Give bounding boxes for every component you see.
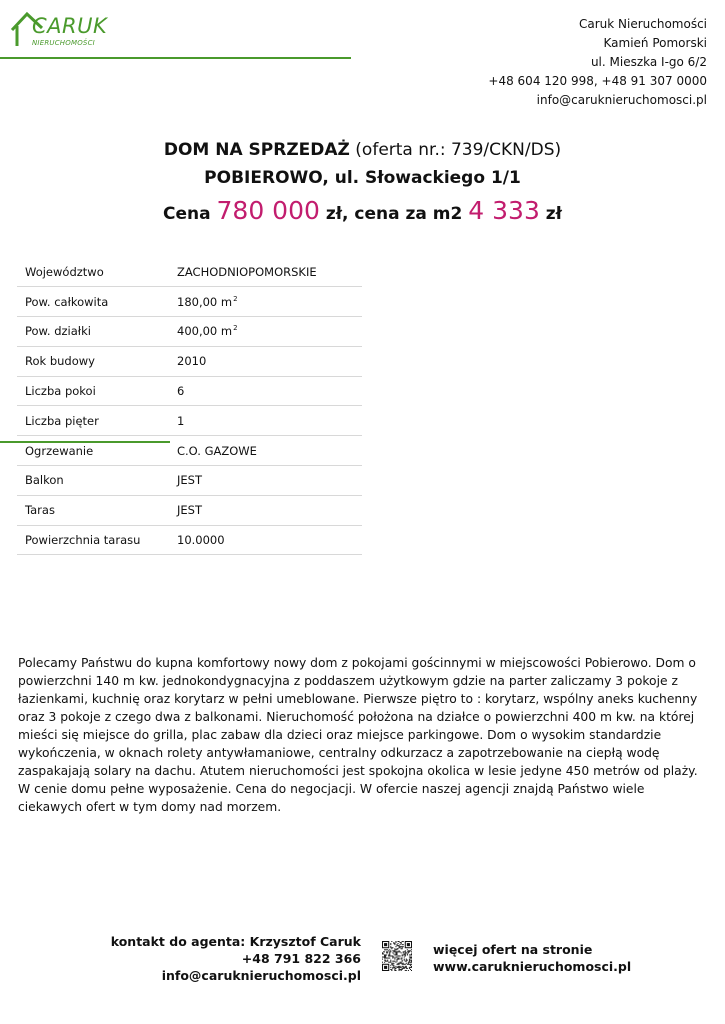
offer-title-line: [0, 138, 725, 162]
param-row: [17, 495, 362, 525]
price-value: 780 000: [216, 196, 320, 225]
agent-label: kontakt do agenta: Krzysztof Caruk: [110, 934, 361, 949]
price-unit: zł,: [325, 204, 349, 224]
param-key: Pow. działki: [17, 317, 177, 347]
website-link[interactable]: www.caruknieruchomosci.pl: [433, 959, 632, 974]
param-row: [17, 466, 362, 496]
more-offers-label: więcej ofert na stronie: [433, 942, 593, 957]
param-row: [17, 525, 362, 555]
company-city: Kamień Pomorski: [603, 36, 707, 50]
param-row: [17, 346, 362, 376]
agent-email[interactable]: info@caruknieruchomosci.pl: [161, 968, 361, 983]
param-value: [177, 525, 362, 555]
param-value-text: 2010: [177, 354, 207, 369]
param-value-text: JEST: [177, 473, 202, 488]
param-unit-exponent: 2: [233, 324, 238, 333]
param-unit-exponent: 2: [233, 294, 238, 303]
company-logo: [10, 10, 120, 50]
offer-number: (oferta nr.: 739/CKN/DS): [355, 140, 562, 160]
logo-subtitle: NIERUCHOMOŚCI: [32, 39, 95, 47]
agent-phone[interactable]: +48 791 822 366: [241, 951, 361, 966]
param-value-text: 6: [177, 384, 185, 399]
offer-headline: [0, 138, 725, 231]
offer-title: DOM NA SPRZEDAŻ: [163, 140, 350, 160]
param-value: [177, 495, 362, 525]
param-value-text: C.O. GAZOWE: [177, 443, 257, 458]
param-key: Taras: [17, 495, 177, 525]
company-contact: [488, 15, 707, 110]
per-m2-label: cena za m2: [354, 204, 463, 224]
param-key: Liczba pokoi: [17, 376, 177, 406]
param-row: [17, 406, 362, 436]
param-key: Ogrzewanie: [17, 436, 177, 466]
company-phones: +48 604 120 998, +48 91 307 0000: [488, 74, 707, 88]
param-row: [17, 317, 362, 347]
param-value: [177, 466, 362, 496]
qr-code-icon[interactable]: [382, 941, 412, 971]
param-value: [177, 317, 362, 347]
param-key: Pow. całkowita: [17, 287, 177, 317]
per-m2-value: 4 333: [468, 196, 540, 225]
price-label: Cena: [163, 204, 211, 224]
param-value-text: 400,00 m: [177, 324, 233, 339]
param-key: Powierzchnia tarasu: [17, 525, 177, 555]
header-divider: [0, 57, 351, 59]
param-value: [177, 287, 362, 317]
param-value-text: 1: [177, 413, 185, 428]
param-value: [177, 406, 362, 436]
param-row: [17, 376, 362, 406]
more-offers: [433, 941, 631, 975]
company-email[interactable]: info@caruknieruchomosci.pl: [536, 93, 707, 107]
param-key: Rok budowy: [17, 346, 177, 376]
param-value: [177, 346, 362, 376]
per-m2-unit: zł: [545, 204, 562, 224]
param-value: [177, 436, 362, 466]
agent-contact: [90, 933, 361, 984]
param-key: Liczba pięter: [17, 406, 177, 436]
param-key: Balkon: [17, 466, 177, 496]
param-value: [177, 257, 362, 287]
param-row: [17, 257, 362, 287]
param-value-text: JEST: [177, 503, 202, 518]
offer-location: POBIEROWO, ul. Słowackiego 1/1: [204, 168, 521, 188]
param-row: [17, 287, 362, 317]
param-key: Województwo: [17, 257, 177, 287]
property-params-table: [17, 257, 362, 555]
company-name: Caruk Nieruchomości: [578, 17, 707, 31]
param-value-text: 10.0000: [177, 533, 225, 548]
company-address: ul. Mieszka I-go 6/2: [590, 55, 707, 69]
logo-name: CARUK: [32, 14, 108, 38]
property-description: Polecamy Państwu do kupna komfortowy nowy dom z pokojami gościnnymi w miejscowości Pobierowo. Dom o powierzchni 140 m kw. jednokondygnacyjna z poddaszem użytkowym gdzie na parter zaliczamy 3 pokoje z łazienkami, kuchnię oraz korytarz w pełni umeblowane. Pierwsze piętro to : korytarz, wspólny aneks kuchenny oraz 3 pokoje z czego dwa z balkonami. Nieruchomość położona na działce o powierzchni 400 m kw. na której mieści się miejsce do grilla, plac zabaw dla dzieci oraz miejsce parkingowe. Dom o wysokim standardzie wykończenia, w oknach rolety antywłamaniowe, centralny odkurzacz a zapotrzebowanie na ciepłą wodę zaspakajają solary na dachu. Atutem nieruchomości jest spokojna okolica w lesie jedyne 450 metrów od plaży. W cenie domu pełne wyposażenie. Cena do negocjacji. W ofercie naszej agencji znajdą Państwo wiele ciekawych ofert w tym domy nad morzem.: [18, 656, 698, 814]
offer-price-line: [0, 194, 725, 231]
section-divider: [0, 441, 170, 443]
param-value-text: 180,00 m: [177, 294, 233, 309]
param-value-text: ZACHODNIOPOMORSKIE: [177, 264, 317, 279]
param-value: [177, 376, 362, 406]
